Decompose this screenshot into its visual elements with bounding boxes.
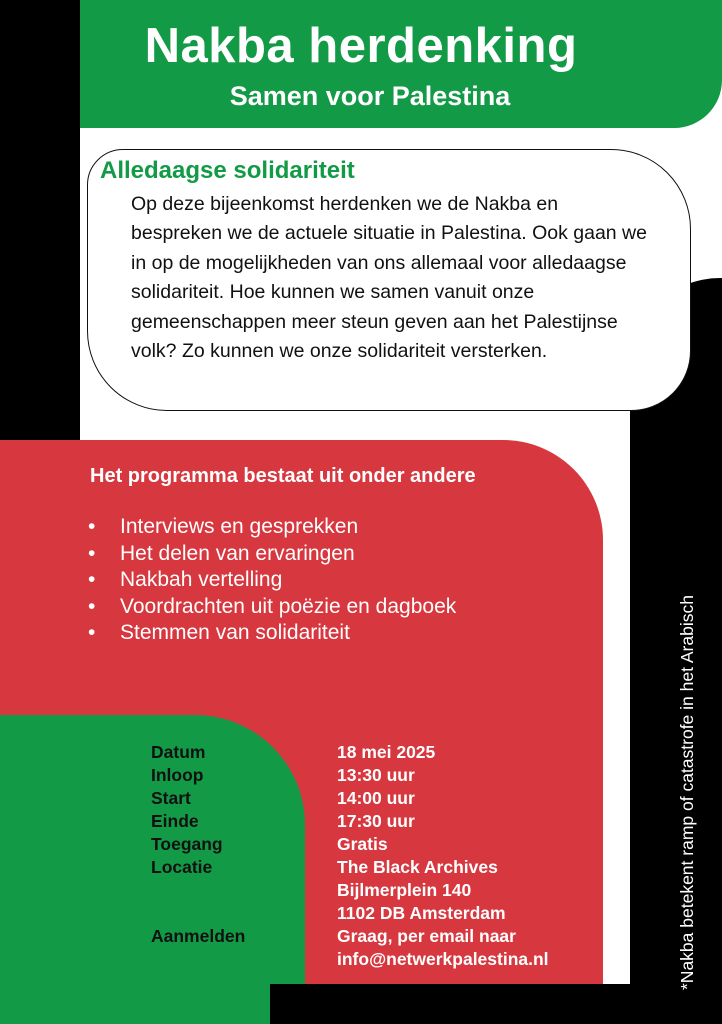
- page-title: Nakba herdenking: [144, 19, 578, 73]
- locatie-line-3: 1102 DB Amsterdam: [337, 903, 506, 923]
- locatie-label: Locatie: [151, 857, 213, 877]
- detail-row-datum: [151, 741, 549, 764]
- detail-row-locatie-3: [151, 902, 549, 925]
- page-subtitle: Samen voor Palestina: [229, 81, 511, 111]
- detail-spacer: [151, 902, 337, 925]
- detail-row-locatie: [151, 856, 549, 879]
- einde-label: Einde: [151, 811, 199, 831]
- detail-row-aanmelden-2: [151, 948, 549, 971]
- datum-value: 18 mei 2025: [337, 742, 436, 762]
- list-item-label: Nakbah vertelling: [120, 568, 283, 591]
- locatie-line-2: Bijlmerplein 140: [337, 880, 472, 900]
- detail-row-start: [151, 787, 549, 810]
- list-item-label: Het delen van ervaringen: [120, 541, 355, 565]
- list-item-label: Interviews en gesprekken: [120, 515, 359, 538]
- aanmelden-line-1: Graag, per email naar: [337, 926, 516, 946]
- detail-row-toegang: [151, 833, 549, 856]
- detail-row-einde: [151, 810, 549, 833]
- bullet-icon: •: [88, 515, 96, 538]
- detail-row-aanmelden: [151, 925, 549, 948]
- einde-value: 17:30 uur: [337, 811, 415, 831]
- aanmelden-email[interactable]: info@netwerkpalestina.nl: [337, 949, 549, 969]
- list-item: [88, 620, 456, 647]
- detail-spacer: [151, 879, 337, 902]
- toegang-value: Gratis: [337, 834, 388, 854]
- bottom-black-strip: [270, 984, 722, 1024]
- bullet-icon: •: [88, 541, 96, 565]
- event-details: [151, 741, 549, 971]
- list-item-label: Voordrachten uit poëzie en dagboek: [120, 594, 457, 618]
- list-item: [88, 594, 456, 621]
- program-list: [88, 514, 456, 647]
- detail-spacer: [151, 948, 337, 971]
- intro-heading: Alledaagse solidariteit: [100, 157, 355, 184]
- program-heading: Het programma bestaat uit onder andere: [90, 465, 476, 487]
- locatie-line-1: The Black Archives: [337, 857, 498, 877]
- detail-row-inloop: [151, 764, 549, 787]
- inloop-value: 13:30 uur: [337, 765, 415, 785]
- bullet-icon: •: [88, 594, 96, 618]
- datum-label: Datum: [151, 742, 206, 762]
- list-item: [88, 567, 456, 594]
- inloop-label: Inloop: [151, 765, 204, 785]
- start-value: 14:00 uur: [337, 788, 415, 808]
- side-note: *Nakba betekent ramp of catastrofe in het Arabisch: [677, 595, 697, 990]
- start-label: Start: [151, 788, 191, 808]
- bullet-icon: •: [88, 621, 96, 644]
- list-item: [88, 514, 456, 541]
- intro-text: Op deze bijeenkomst herdenken we de Nakba en bespreken we de actuele situatie in Palestina. Ook gaan we in op de mogelijkheden van ons allemaal voor alledaagse solidariteit. Hoe kunnen we samen vanuit onze gemeenschappen meer steun geven aan het Palestijnse volk? Zo kunnen we onze solidariteit versterken.: [131, 193, 647, 363]
- bullet-icon: •: [88, 568, 96, 591]
- list-item-label: Stemmen van solidariteit: [120, 621, 350, 644]
- detail-row-locatie-2: [151, 879, 549, 902]
- aanmelden-label: Aanmelden: [151, 926, 246, 946]
- toegang-label: Toegang: [151, 834, 223, 854]
- list-item: [88, 541, 456, 568]
